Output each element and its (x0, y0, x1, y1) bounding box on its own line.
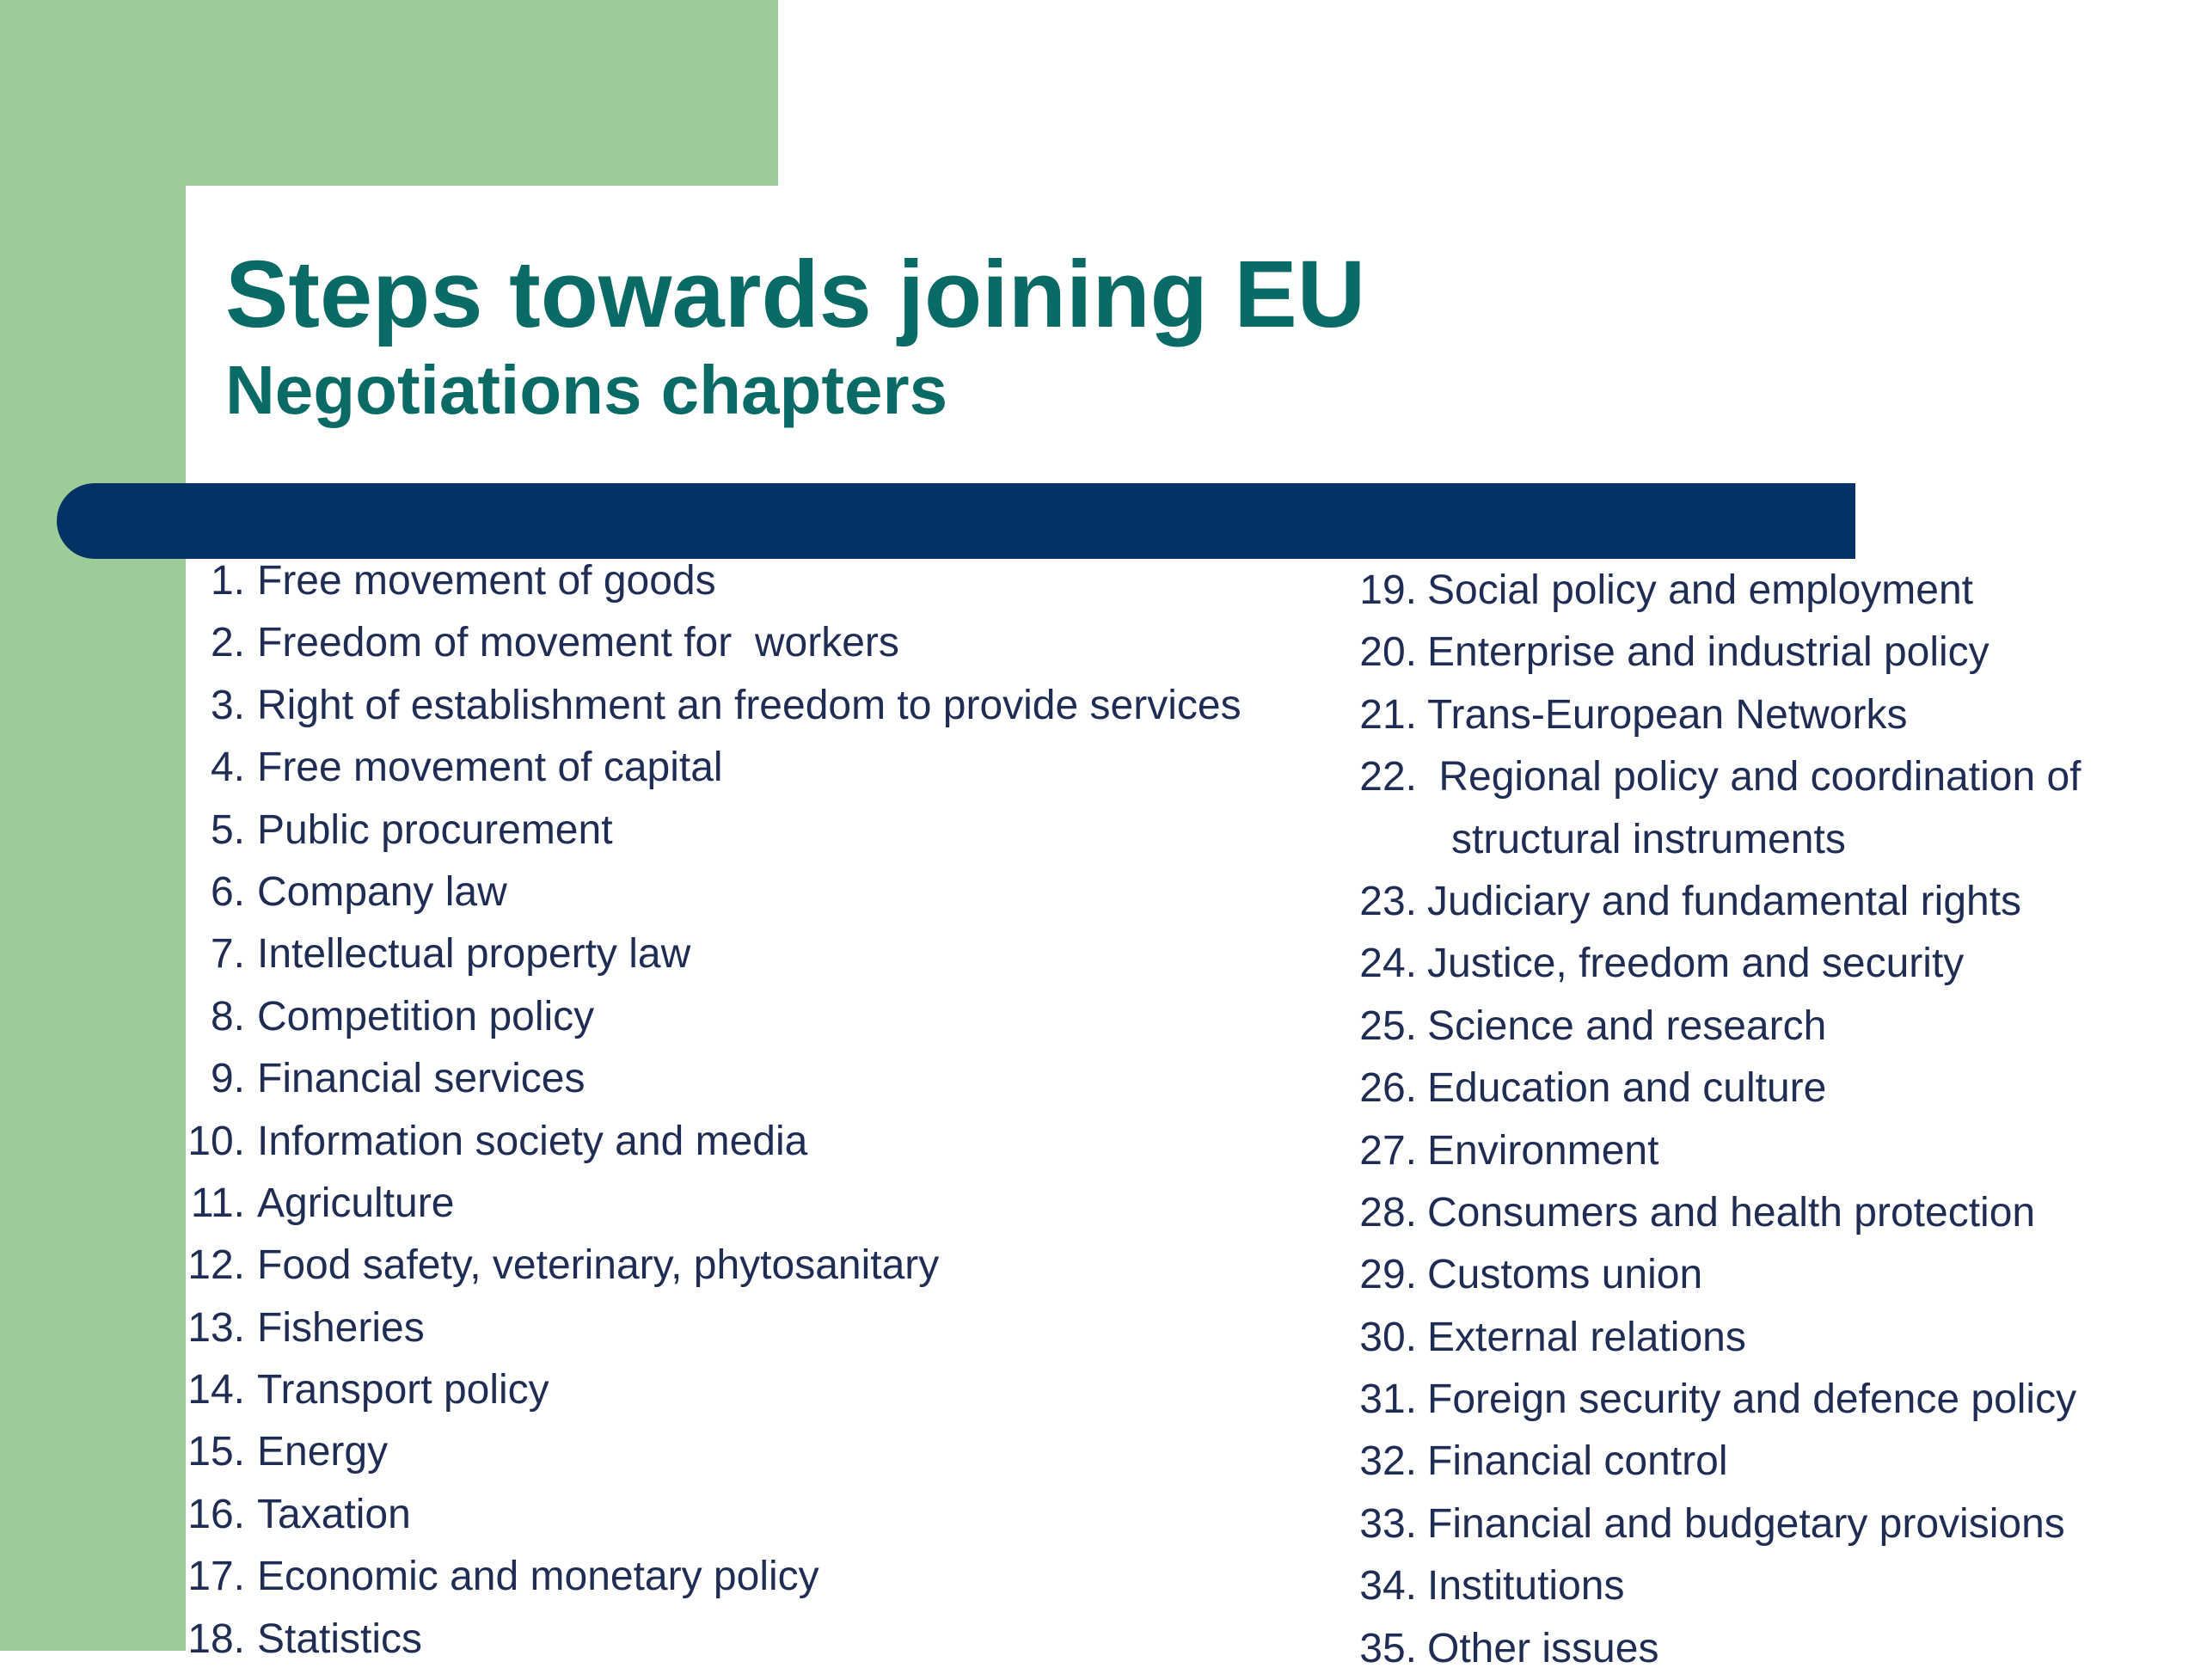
chapter-title: Food safety, veterinary, phytosanitary (257, 1242, 940, 1289)
chapter-item (1341, 1244, 2192, 1306)
chapter-item (1341, 1369, 2192, 1431)
chapter-title: Transport policy (257, 1367, 549, 1413)
chapter-item (168, 612, 1371, 674)
chapter-title: Enterprise and industrial policy (1427, 629, 1989, 676)
chapter-item (1341, 1120, 2192, 1182)
chapter-item (168, 986, 1371, 1048)
chapter-item (168, 1484, 1371, 1546)
chapter-title: Freedom of movement for workers (257, 620, 899, 666)
chapter-item (1341, 1555, 2192, 1617)
chapter-number: 25. (1359, 1002, 1417, 1049)
chapter-title: Other issues (1427, 1625, 1659, 1671)
chapter-number: 22. (1359, 754, 1417, 800)
chapter-number: 17. (187, 1554, 245, 1600)
chapter-item (1341, 809, 2192, 871)
chapter-item (168, 1297, 1371, 1359)
chapter-item (168, 1421, 1371, 1483)
chapter-number: 19. (1359, 567, 1417, 613)
chapter-number: 20. (1359, 629, 1417, 676)
chapter-item (1341, 1307, 2192, 1369)
chapter-title: Environment (1427, 1127, 1659, 1174)
chapter-item (168, 1111, 1371, 1173)
chapter-title: Financial control (1427, 1438, 1728, 1485)
chapter-item (168, 800, 1371, 861)
chapter-item (1341, 1431, 2192, 1493)
green-side-band (0, 0, 186, 1651)
chapter-number: 6. (210, 868, 245, 915)
chapter-title: Consumers and health protection (1427, 1189, 2036, 1235)
chapter-number: 12. (187, 1242, 245, 1289)
chapter-title: Foreign security and defence policy (1427, 1376, 2077, 1423)
chapter-number: 23. (1359, 878, 1417, 924)
chapter-list-left (168, 550, 1371, 1671)
chapter-item (1341, 1493, 2192, 1555)
chapter-number: 21. (1359, 691, 1417, 738)
chapter-number: 5. (210, 806, 245, 853)
chapter-item (168, 1546, 1371, 1608)
chapter-item (168, 550, 1371, 612)
chapter-number: 24. (1359, 941, 1417, 987)
chapter-title: Agriculture (257, 1180, 455, 1226)
chapter-title: Financial and budgetary provisions (1427, 1500, 2065, 1547)
chapter-title: Competition policy (257, 993, 595, 1039)
chapter-item (168, 1048, 1371, 1110)
chapter-item (1341, 871, 2192, 933)
chapter-number: 16. (187, 1491, 245, 1537)
chapter-number: 26. (1359, 1065, 1417, 1112)
chapter-item (168, 861, 1371, 923)
chapter-number: 4. (210, 745, 245, 791)
chapter-title: Public procurement (257, 806, 613, 853)
divider-bar (57, 483, 1855, 559)
chapter-number: 28. (1359, 1189, 1417, 1235)
chapter-item (1341, 1618, 2192, 1680)
chapter-item (1341, 560, 2192, 622)
chapter-number: 1. (210, 558, 245, 604)
chapter-number: 14. (187, 1367, 245, 1413)
chapter-title: Information society and media (257, 1118, 808, 1164)
chapter-item (1341, 1058, 2192, 1119)
chapter-item (168, 675, 1371, 737)
chapter-item (1341, 933, 2192, 995)
chapter-number: 7. (210, 931, 245, 978)
chapter-title: Judiciary and fundamental rights (1427, 878, 2022, 924)
chapter-title: Right of establishment an freedom to provide services (257, 682, 1242, 728)
chapter-number: 10. (187, 1118, 245, 1164)
chapter-number: 35. (1359, 1625, 1417, 1671)
chapter-title: Energy (257, 1429, 389, 1475)
chapter-title: Taxation (257, 1491, 411, 1537)
chapter-title: Intellectual property law (257, 931, 691, 978)
chapter-number: 31. (1359, 1376, 1417, 1423)
chapter-item (168, 1609, 1371, 1671)
chapter-number: 8. (210, 993, 245, 1039)
chapter-item (1341, 996, 2192, 1058)
chapter-item (1341, 684, 2192, 746)
chapter-item (168, 1235, 1371, 1297)
chapter-title: Science and research (1427, 1002, 1827, 1049)
chapter-title: External relations (1427, 1314, 1746, 1360)
chapter-number: 9. (210, 1056, 245, 1102)
chapter-title: Free movement of capital (257, 745, 723, 791)
chapter-item (1341, 622, 2192, 684)
chapter-title: Trans-European Networks (1427, 691, 1908, 738)
chapter-title: Fisheries (257, 1304, 425, 1351)
chapter-title: Company law (257, 868, 507, 915)
chapter-number: 13. (187, 1304, 245, 1351)
chapter-title: Social policy and employment (1427, 567, 1973, 613)
chapter-item (168, 1359, 1371, 1421)
chapter-title: Economic and monetary policy (257, 1554, 819, 1600)
chapter-item (168, 923, 1371, 985)
chapter-title: Regional policy and coordination of (1427, 754, 2081, 800)
chapter-number: 34. (1359, 1563, 1417, 1609)
chapter-title: structural instruments (1451, 816, 1846, 862)
chapter-title: Free movement of goods (257, 558, 716, 604)
slide-title: Steps towards joining EU (225, 242, 1366, 347)
chapter-number: 30. (1359, 1314, 1417, 1360)
chapter-title: Statistics (257, 1616, 423, 1662)
chapter-item (168, 1173, 1371, 1235)
chapter-item (1341, 746, 2192, 808)
chapter-number: 27. (1359, 1127, 1417, 1174)
chapter-number: 32. (1359, 1438, 1417, 1485)
chapter-title: Customs union (1427, 1252, 1703, 1298)
chapter-number: 3. (210, 682, 245, 728)
chapter-list-right (1341, 560, 2192, 1680)
chapter-title: Institutions (1427, 1563, 1625, 1609)
chapter-title: Education and culture (1427, 1065, 1827, 1112)
chapter-number: 33. (1359, 1500, 1417, 1547)
slide-subtitle: Negotiations chapters (225, 352, 948, 428)
chapter-number: 29. (1359, 1252, 1417, 1298)
chapter-number: 15. (187, 1429, 245, 1475)
chapter-number: 11. (190, 1180, 245, 1226)
chapter-item (1341, 1182, 2192, 1244)
chapter-title: Justice, freedom and security (1427, 941, 1965, 987)
chapter-number: 18. (187, 1616, 245, 1662)
chapter-item (168, 737, 1371, 799)
chapter-number: 2. (210, 620, 245, 666)
chapter-title: Financial services (257, 1056, 586, 1102)
